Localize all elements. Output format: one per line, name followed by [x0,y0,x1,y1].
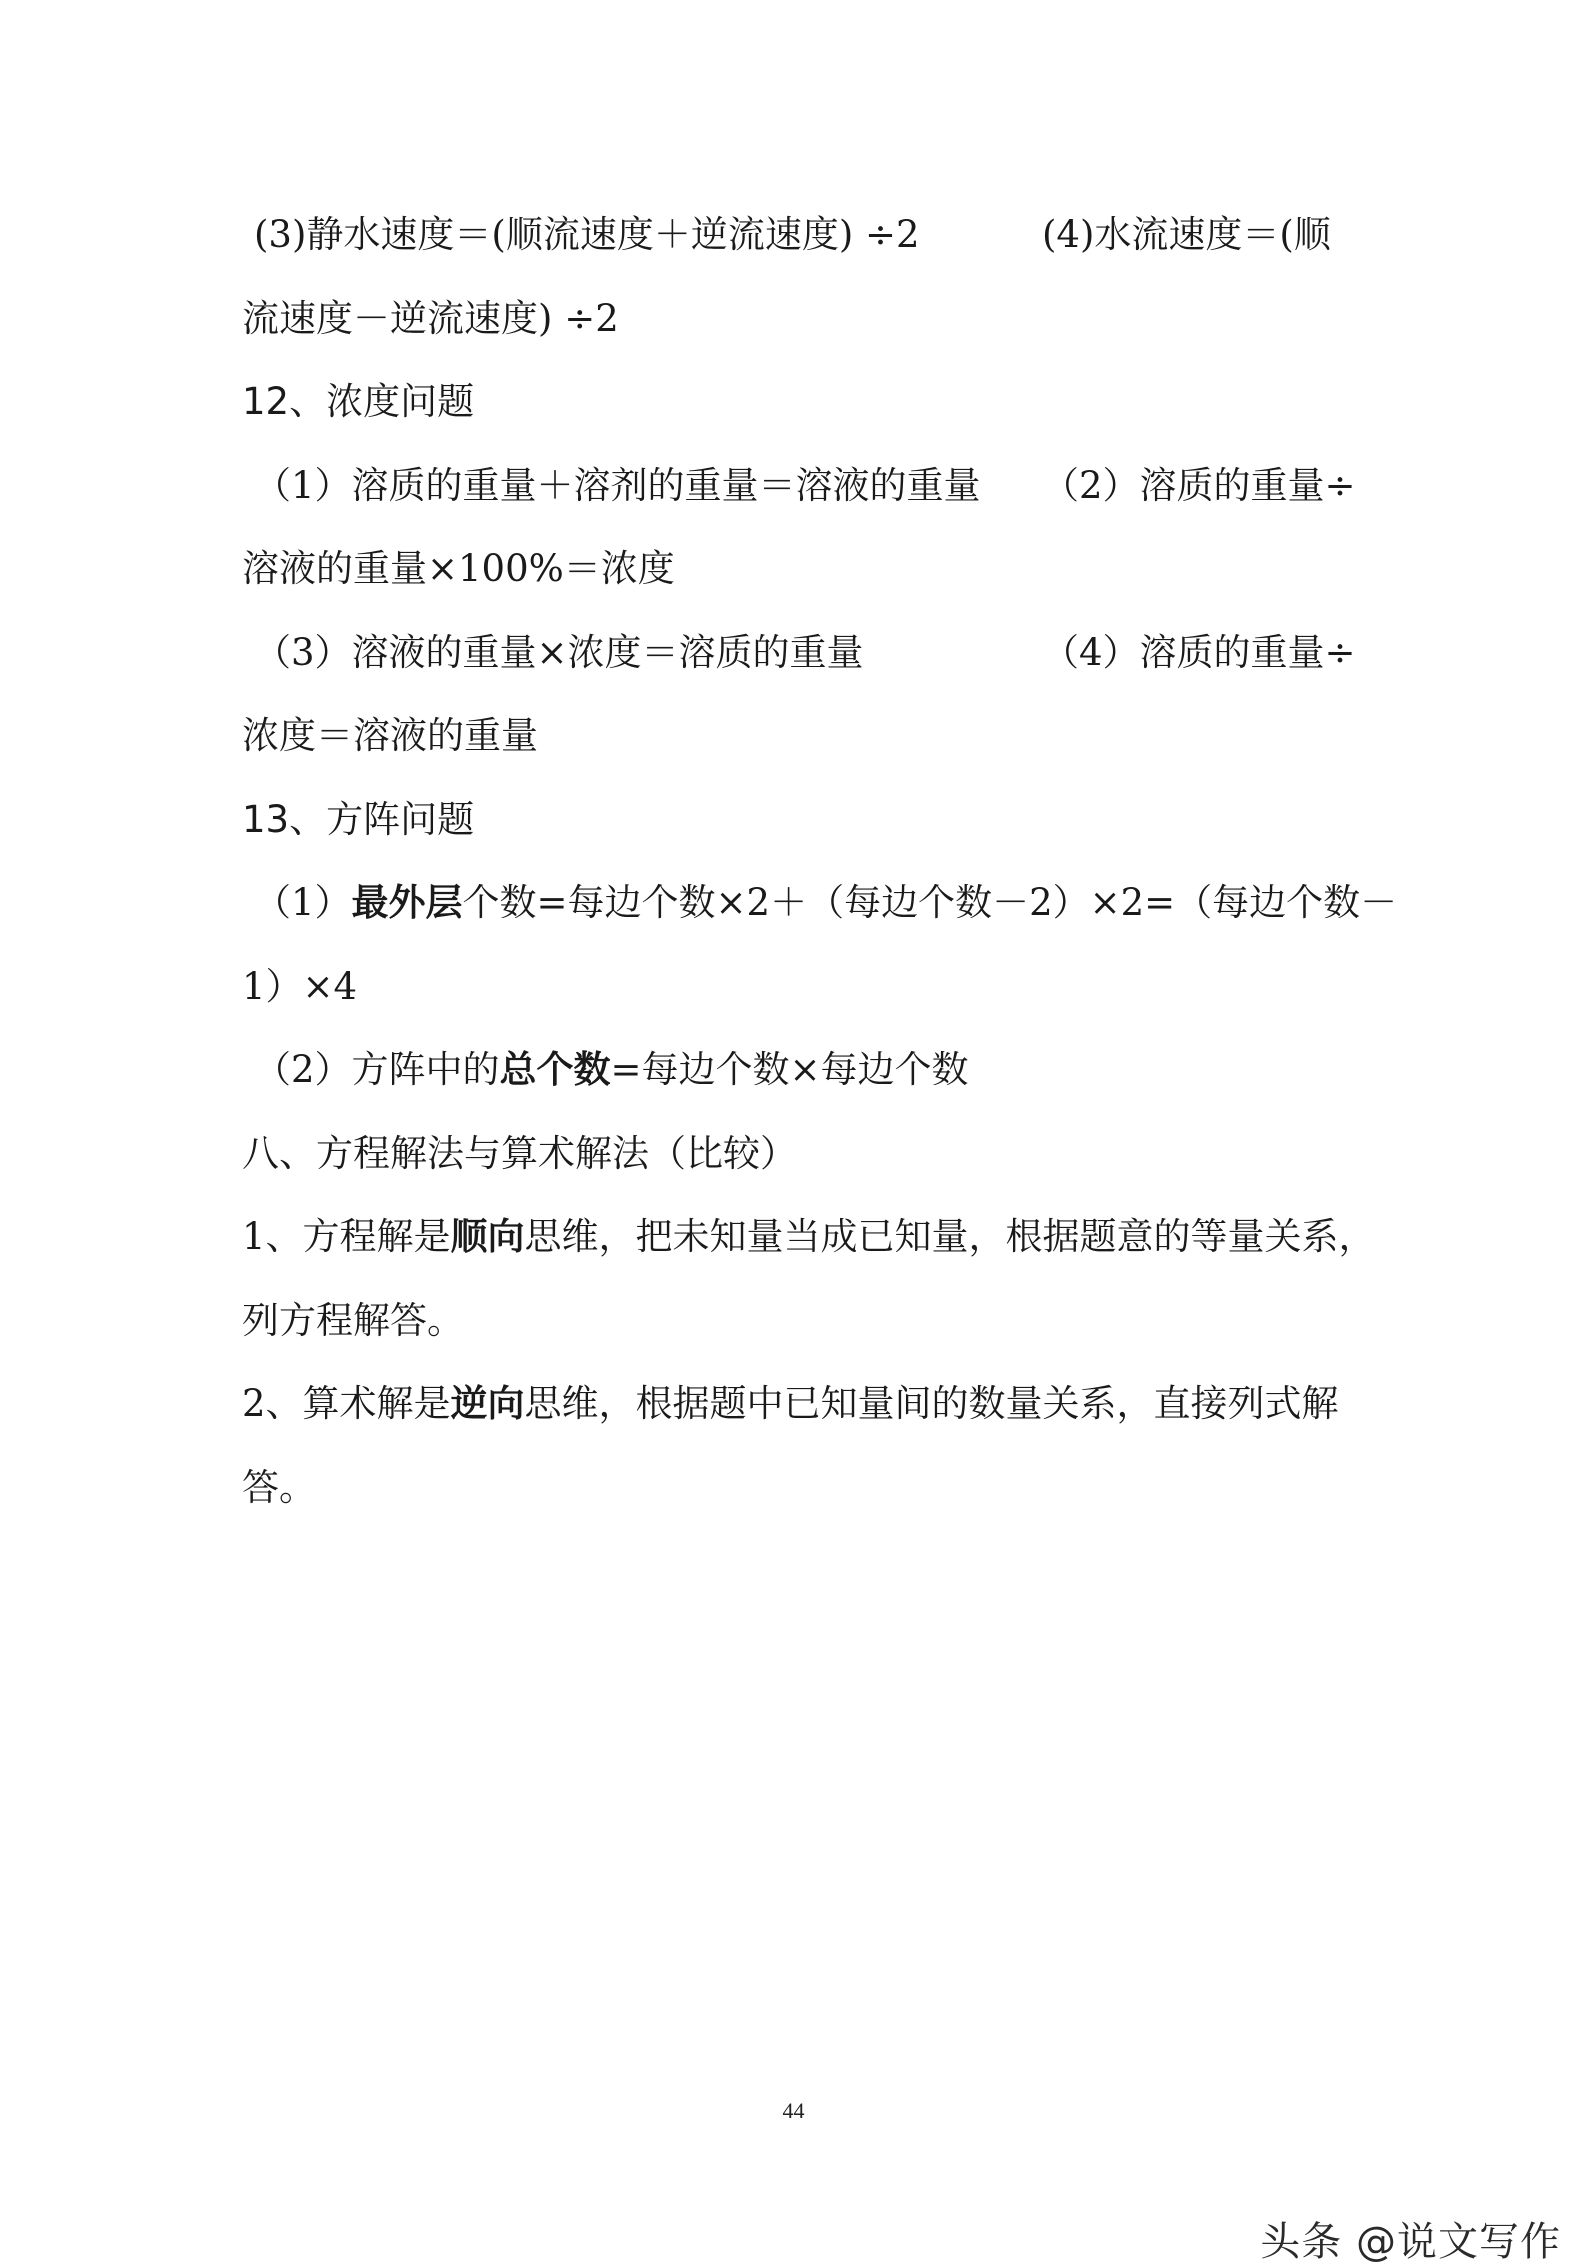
point-text: 思维，根据题中已知量间的数量关系，直接列式解 [524,1382,1339,1425]
arithmetic-method-point [242,1374,1360,1434]
solution-weight-formula: （1）溶质的重量＋溶剂的重量＝溶液的重量 [254,464,981,507]
bold-term: 总个数 [499,1048,611,1091]
current-speed-formula-cont: 流速度－逆流速度) ÷2 [242,297,619,340]
total-count-formula [254,1040,1372,1100]
source-watermark: 头条 @说文写作 [1260,2219,1561,2265]
item-prefix: （2）方阵中的 [254,1048,500,1091]
section-heading-square-array: 13、方阵问题 [242,798,475,841]
point-text: 思维，把未知量当成已知量，根据题意的等量关系， [524,1215,1376,1258]
formula-line [242,205,1360,265]
equation-method-point [242,1207,1376,1267]
outer-layer-formula [254,873,1398,933]
point-prefix: 2、算术解是 [242,1382,451,1425]
paragraph-line [242,1458,1360,1518]
formula-text: =每边个数×每边个数 [610,1048,969,1091]
solution-weight-formula-2: （4）溶质的重量÷ [1042,631,1356,674]
page-number: 44 [782,2098,805,2123]
solution-weight-formula-2-cont: 浓度＝溶液的重量 [242,714,538,757]
solute-weight-formula: （3）溶液的重量×浓度＝溶质的重量 [254,631,864,674]
section-heading-concentration: 12、浓度问题 [242,380,475,423]
formula-line [242,539,1360,599]
concentration-formula-cont: 溶液的重量×100%＝浓度 [242,547,675,590]
arithmetic-method-point-cont: 答。 [242,1466,316,1509]
formula-line [242,706,1360,766]
formula-line [242,456,1360,516]
still-water-speed-formula: (3)静水速度＝(顺流速度＋逆流速度) ÷2 [254,213,920,256]
item-prefix: （1） [254,881,352,924]
formula-line [242,957,1360,1017]
formula-line [242,623,1360,683]
point-prefix: 1、方程解是 [242,1215,451,1258]
bold-term: 逆向 [450,1382,525,1425]
paragraph-line [242,1291,1360,1351]
bold-term: 顺向 [450,1215,525,1258]
current-speed-formula: (4)水流速度＝(顺 [1042,213,1331,256]
equation-method-point-cont: 列方程解答。 [242,1299,464,1342]
formula-text: 个数=每边个数×2＋（每边个数－2）×2=（每边个数－ [462,881,1398,924]
bold-term: 最外层 [351,881,463,924]
section-heading-equation-vs-arithmetic: 八、方程解法与算术解法（比较） [242,1132,797,1175]
concentration-formula: （2）溶质的重量÷ [1042,464,1356,507]
formula-line [242,289,1360,349]
outer-layer-formula-cont: 1）×4 [242,965,358,1008]
